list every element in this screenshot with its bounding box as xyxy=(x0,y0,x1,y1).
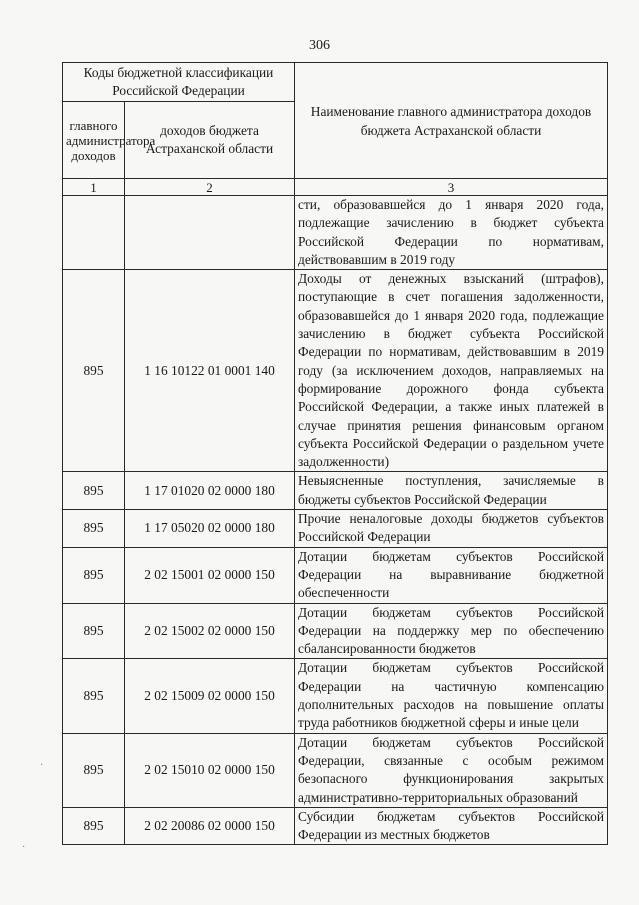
admin-code-cell: 895 xyxy=(63,270,125,472)
table-row xyxy=(63,196,608,270)
budget-classification-table xyxy=(62,62,608,845)
revenue-name-cell: Доходы от денежных взысканий (штрафов), поступающие в счет погашения задолженности, образовавшейся до 1 января 2020 года, подлежащие зачислению в бюджет субъекта Российской Федерации по нормативам, действовавшим в 2019 году (за исключением доходов, направляемых на формирование дорожного фонда субъекта Российской Федерации, а также иных платежей в случае принятия решения финансовым органом субъекта Российской Федерации о раздельном учете задолженности) xyxy=(295,270,608,472)
revenue-code-cell: 1 16 10122 01 0001 140 xyxy=(125,270,295,472)
admin-code-cell: 895 xyxy=(63,472,125,510)
table-row xyxy=(63,510,608,548)
revenue-name-cell: Дотации бюджетам субъектов Российской Федерации на частичную компенсацию дополнительных расходов на повышение оплаты труда работников бюджетной сферы и иные цели xyxy=(295,659,608,733)
revenue-code-cell: 2 02 15001 02 0000 150 xyxy=(125,547,295,603)
revenue-name-cell: Невыясненные поступления, зачисляемые в бюджеты субъектов Российской Федерации xyxy=(295,472,608,510)
header-revenue-code: доходов бюджета Астраханской области xyxy=(125,102,295,179)
table-row xyxy=(63,807,608,845)
revenue-name-cell: Субсидии бюджетам субъектов Российской Федерации из местных бюджетов xyxy=(295,807,608,845)
column-number-3: 3 xyxy=(295,179,608,196)
admin-code-cell: 895 xyxy=(63,807,125,845)
table-row xyxy=(63,547,608,603)
revenue-name-cell: Прочие неналоговые доходы бюджетов субъектов Российской Федерации xyxy=(295,510,608,548)
column-number-1: 1 xyxy=(63,179,125,196)
header-main-administrator: главного администратора доходов xyxy=(63,102,125,179)
table-row xyxy=(63,733,608,807)
admin-code-cell: 895 xyxy=(63,733,125,807)
scan-speck: · xyxy=(22,842,26,853)
admin-code-cell: 895 xyxy=(63,510,125,548)
revenue-code-cell xyxy=(125,196,295,270)
header-codes-group: Коды бюджетной классификации Российской Федерации xyxy=(63,63,295,102)
table-row xyxy=(63,659,608,733)
page-number: 306 xyxy=(309,38,330,53)
revenue-name-cell: Дотации бюджетам субъектов Российской Федерации, связанные с особым режимом безопасного функционирования закрытых административно-территориальных образований xyxy=(295,733,608,807)
table-row xyxy=(63,603,608,659)
revenue-code-cell: 1 17 05020 02 0000 180 xyxy=(125,510,295,548)
column-number-2: 2 xyxy=(125,179,295,196)
revenue-code-cell: 2 02 20086 02 0000 150 xyxy=(125,807,295,845)
table-row xyxy=(63,270,608,472)
admin-code-cell: 895 xyxy=(63,603,125,659)
admin-code-cell: 895 xyxy=(63,547,125,603)
header-administrator-name: Наименование главного администратора доходов бюджета Астраханской области xyxy=(295,63,608,179)
revenue-code-cell: 1 17 01020 02 0000 180 xyxy=(125,472,295,510)
table-row xyxy=(63,472,608,510)
admin-code-cell: 895 xyxy=(63,659,125,733)
revenue-name-cell: сти, образовавшейся до 1 января 2020 года, подлежащие зачислению в бюджет субъекта Российской Федерации по нормативам, действовавшим в 2019 году xyxy=(295,196,608,270)
revenue-code-cell: 2 02 15009 02 0000 150 xyxy=(125,659,295,733)
revenue-code-cell: 2 02 15002 02 0000 150 xyxy=(125,603,295,659)
revenue-code-cell: 2 02 15010 02 0000 150 xyxy=(125,733,295,807)
revenue-name-cell: Дотации бюджетам субъектов Российской Федерации на поддержку мер по обеспечению сбалансированности бюджетов xyxy=(295,603,608,659)
admin-code-cell xyxy=(63,196,125,270)
revenue-name-cell: Дотации бюджетам субъектов Российской Федерации на выравнивание бюджетной обеспеченности xyxy=(295,547,608,603)
scan-speck: · xyxy=(40,760,44,771)
